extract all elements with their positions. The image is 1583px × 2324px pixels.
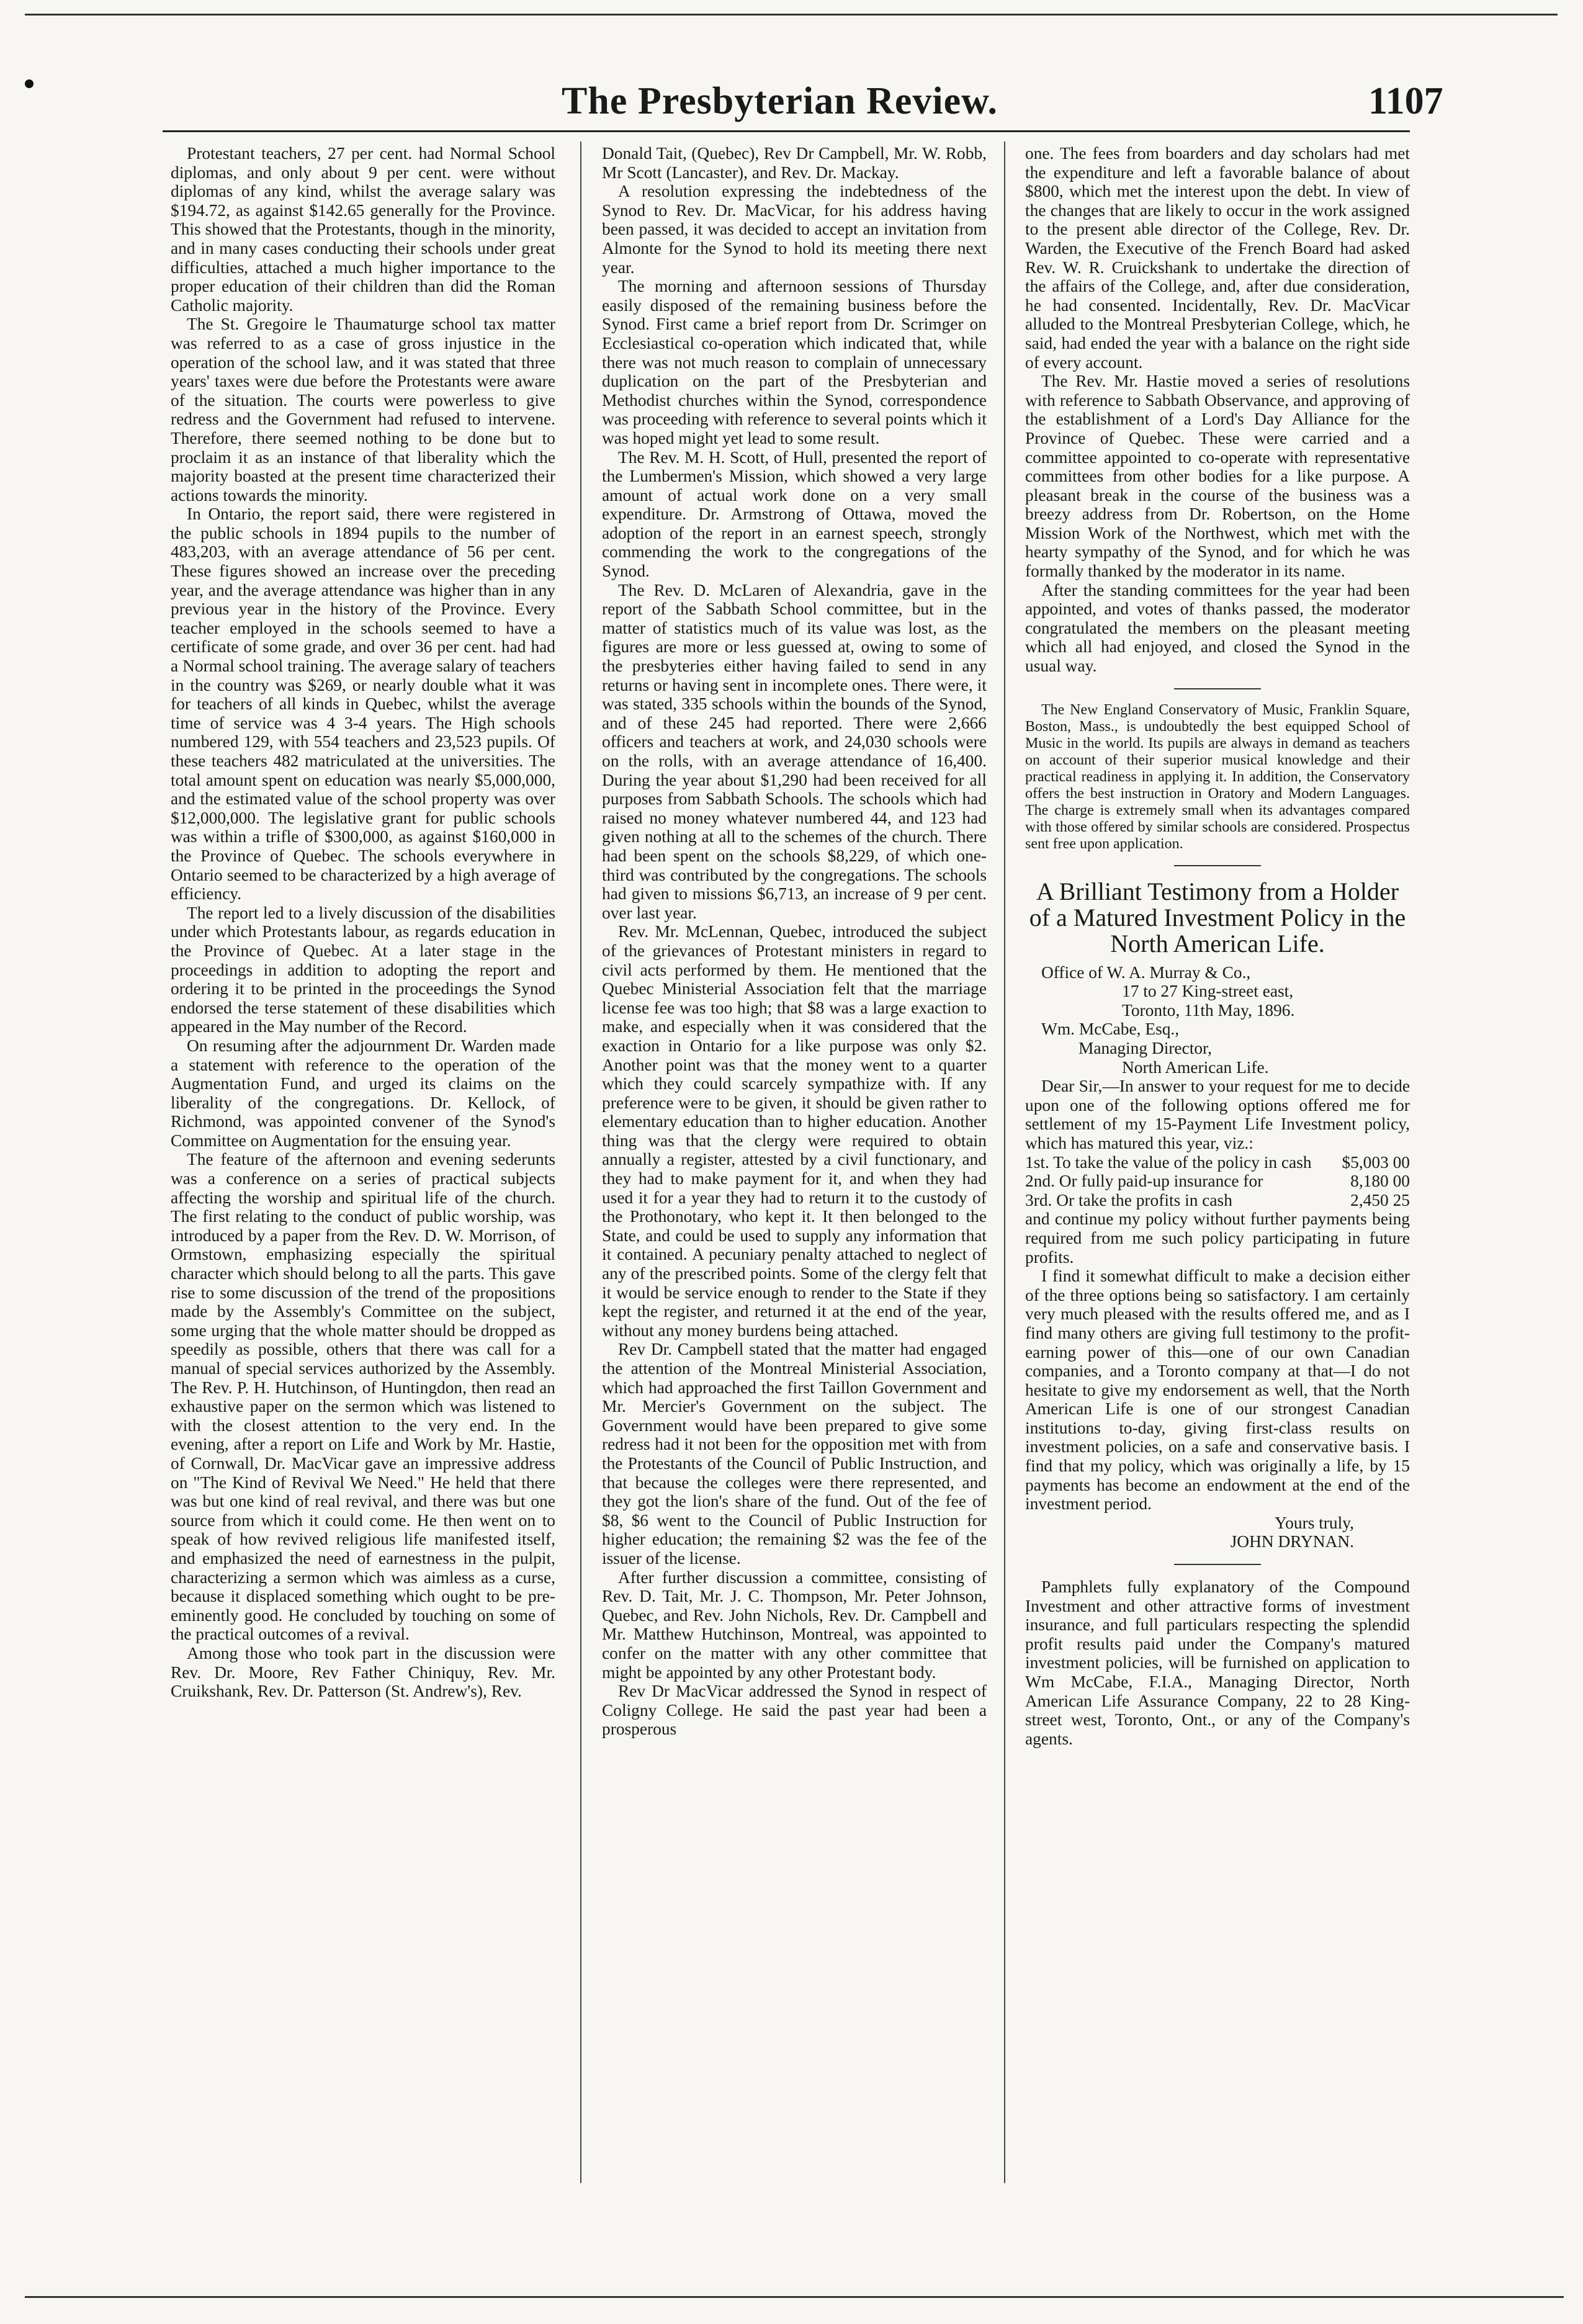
paragraph: one. The fees from boarders and day scholars had met the expenditure and left a favorable balance of about $800, which met the interest upon the debt. In view of the changes that are likely to occur in the work assigned to the present able director of the College, Rev. Dr. Warden, the Executive of the French Board had asked Rev. W. R. Cruickshank to undertake the direction of the affairs of the College, and, after due consideration, he had consented. Incidentally, Rev. Dr. MacVicar alluded to the Montreal Presbyterian College, which, he said, had ended the year with a balance on the right side of every account. [1025, 144, 1410, 372]
column-2 [602, 144, 987, 2192]
letter-paragraph: Dear Sir,—In answer to your request for me to decide upon one of the following options offered me for settlement of my 15-Payment Life Investment policy, which has matured this year, viz.: [1025, 1077, 1410, 1152]
column-3 [1025, 144, 1410, 2192]
paragraph: Rev. Mr. McLennan, Quebec, introduced the subject of the grievances of Protestant ministers in regard to civil acts performed by them. He mentioned that the Quebec Ministerial Association felt that the marriage license fee was too high; that $8 was a large exaction to make, and especially when it was considered that the exaction in Ontario for a like purpose was only $2. Another point was that the money went to a quarter which they could scarcely sympathize with. If any preference were to be given, it should be given rather to elementary education than to higher education. Another thing was that the clergy were required to obtain annually a register, attested by a civil functionary, and they had to make payment for it, and when they had used it for a year they had to return it to the custody of the Prothonotary, who kept it. It then belonged to the State, and could be used to supply any information that it contained. A pecuniary penalty attached to neglect of any of the prescribed points. Some of the clergy felt that it would be service enough to render to the State if they kept the register, and returned it at the end of the year, without any money burdens being attached. [602, 922, 987, 1340]
paragraph: A resolution expressing the indebtedness of the Synod to Rev. Dr. MacVicar, for his address having been passed, it was decided to accept an invitation from Almonte for the Synod to hold its meeting there next year. [602, 182, 987, 277]
paragraph: Among those who took part in the discussion were Rev. Dr. Moore, Rev Father Chiniquy, Rev. Mr. Cruikshank, Rev. Dr. Patterson (St. Andrew's), Rev. [171, 1643, 555, 1701]
testimony-headline: A Brilliant Testimony from a Holder of a Matured Investment Policy in the North American Life. [1029, 877, 1406, 958]
office-line: Toronto, 11th May, 1896. [1122, 1000, 1295, 1020]
column-divider [1004, 141, 1005, 2183]
paragraph: Rev Dr MacVicar addressed the Synod in respect of Coligny College. He said the past year had been a prosperous [602, 1682, 987, 1739]
paragraph: The morning and afternoon sessions of Thursday easily disposed of the remaining business before the Synod. First came a brief report from Dr. Scrimger on Ecclesiastical co-operation which indicated that, while there was not much reason to complain of unnecessary duplication on the part of the Presbyterian and Methodist churches within the Synod, correspondence was proceeding with reference to several points which it was hoped might yet lead to some result. [602, 277, 987, 447]
masthead-rule [163, 130, 1410, 132]
pamphlet-paragraph: Pamphlets fully explanatory of the Compound Investment and other attractive forms of investment insurance, and full particulars respecting the splendid profit results paid under the Company's matured investment policies, will be furnished on application to Wm McCabe, F.I.A., Managing Director, North American Life Assurance Company, 22 to 28 King-street west, Toronto, Ont., or any of the Company's agents. [1025, 1577, 1410, 1748]
paragraph: In Ontario, the report said, there were registered in the public schools in 1894 pupils to the number of 483,203, with an average attendance of 56 per cent. These figures showed an increase over the preceding year, and the average attendance was higher than in any previous year in the history of the Province. Every teacher employed in the schools seemed to have a certificate of some grade, and over 36 per cent. had had a Normal school training. The average salary of teachers in the country was $269, or nearly double what it was for teachers of all kinds in Quebec, whilst the average time of service was 4 3-4 years. The High schools numbered 129, with 554 teachers and 23,523 pupils. Of these teachers 482 matriculated at the universities. The total amount spent on education was nearly $5,000,000, and the estimated value of the school property was over $12,000,000. The legislative grant for public schools was within a trifle of $300,000, as against $160,000 in the Province of Quebec. The schools everywhere in Ontario seemed to be characterized by a high average of efficiency. [171, 505, 555, 904]
section-divider [1174, 1564, 1261, 1565]
paragraph: Rev Dr. Campbell stated that the matter had engaged the attention of the Montreal Ministerial Association, which had approached the first Taillon Government and Mr. Mercier's Government on the subject. The Government would have been prepared to give some redress had it not been for the opposition met with from the Protestants of the Council of Public Instruction, and that because the colleges were there represented, and they got the lion's share of the fund. Out of the fee of $8, $6 went to the Council of Public Instruction for higher education; the remaining $2 was the fee of the issuer of the license. [602, 1340, 987, 1568]
option-label: 1st. To take the value of the policy in cash [1025, 1152, 1312, 1172]
addressee-line: Wm. McCabe, Esq., [1041, 1020, 1180, 1039]
option-value: 2,450 25 [1350, 1190, 1410, 1209]
option-row [1025, 1153, 1410, 1172]
paragraph: After further discussion a committee, consisting of Rev. D. Tait, Mr. J. C. Thompson, Mr. Peter Johnson, Quebec, and Rev. John Nichols, Rev. Dr. Campbell and Mr. Matthew Hutchinson, Montreal, was appointed to confer on the matter with any other committee that might be appointed by any other Protestant body. [602, 1568, 987, 1682]
section-divider [1174, 865, 1261, 866]
option-value: $5,003 00 [1342, 1152, 1410, 1172]
column-divider [580, 141, 581, 2183]
addressee-line: Managing Director, [1079, 1039, 1212, 1057]
paragraph: Protestant teachers, 27 per cent. had Normal School diplomas, and only about 9 per cent. were without diplomas of any kind, whilst the average salary was $194.72, as against $142.65 generally for the Province. This showed that the Protestants, though in the minority, and in many cases conducting their schools under great difficulties, attached a much higher importance to the proper education of their children than did the Roman Catholic majority. [171, 144, 555, 315]
column-1 [171, 144, 555, 2192]
paragraph: The Rev. M. H. Scott, of Hull, presented the report of the Lumbermen's Mission, which showed a very large amount of actual work done on a very small expenditure. Dr. Armstrong of Ottawa, moved the adoption of the report in an earnest speech, strongly commending the work to the congregations of the Synod. [602, 447, 987, 581]
letter-signature: JOHN DRYNAN. [1230, 1532, 1354, 1551]
paragraph: Donald Tait, (Quebec), Rev Dr Campbell, Mr. W. Robb, Mr Scott (Lancaster), and Rev. Dr. Mackay. [602, 144, 987, 182]
letter-paragraph: I find it somewhat difficult to make a decision either of the three options being so satisfactory. I am certainly very much pleased with the results offered me, and as I find many others are giving full testimony to the profit-earning power of this—one of our own Canadian companies, and a Toronto company at that—I do not hesitate to give my endorsement as well, that the North American Life is one of our strongest Canadian institutions to-day, giving first-class results on investment policies, on a safe and conservative basis. I find that my policy, which was originally a life, by 15 payments has become an endowment at the end of the investment period. [1025, 1267, 1410, 1514]
conservatory-text: The New England Conservatory of Music, Franklin Square, Boston, Mass., is undoubtedly the best equipped School of Music in the world. Its pupils are always in demand as teachers on account of their superior musical knowledge and their practical readiness in applying it. In addition, the Conservatory offers the best instruction in Oratory and Modern Languages. The charge is extremely small when its advantages compared with those offered by similar schools are considered. Prospectus sent free upon application. [1025, 701, 1410, 852]
office-line: 17 to 27 King-street east, [1122, 982, 1294, 1001]
page-number: 1107 [1368, 80, 1443, 122]
publication-title: The Presbyterian Review. [562, 80, 998, 122]
paragraph: On resuming after the adjournment Dr. Warden made a statement with reference to the operation of the Augmentation Fund, and urged its claims on the liberality of the congregations. Dr. Kellock, of Richmond, was appointed convener of the Synod's Committee on Augmentation for the ensuing year. [171, 1036, 555, 1150]
paragraph: The St. Gregoire le Thaumaturge school tax matter was referred to as a case of gross injustice in the operation of the school law, and it was stated that three years' taxes were due before the Protestants were aware of the situation. The courts were powerless to give redress and the Government had refused to intervene. Therefore, there seemed nothing to be done but to proclaim it as an instance of that liberality which the majority boasted at the present time characterized their actions towards the minority. [171, 315, 555, 505]
option-row [1025, 1172, 1410, 1191]
option-row [1025, 1191, 1410, 1210]
letter-closing: Yours truly, [1275, 1513, 1354, 1532]
section-divider [1174, 688, 1261, 689]
paragraph: The report led to a lively discussion of the disabilities under which Protestants labour, as regards education in the Province of Quebec. At a later stage in the proceedings in addition to adopting the report and ordering it to be printed in the proceedings the Synod endorsed the terse statement of these disabilities which appeared in the May number of the Record. [171, 903, 555, 1036]
option-value: 8,180 00 [1350, 1172, 1410, 1191]
office-line: Office of W. A. Murray & Co., [1041, 962, 1251, 982]
letter-paragraph: and continue my policy without further payments being required from me such policy participating in future profits. [1025, 1209, 1410, 1267]
paragraph: After the standing committees for the year had been appointed, and votes of thanks passed, the moderator congratulated the members on the pleasant meeting which all had enjoyed, and closed the Synod in the usual way. [1025, 580, 1410, 676]
addressee-line: North American Life. [1122, 1057, 1269, 1077]
paragraph: The Rev. Mr. Hastie moved a series of resolutions with reference to Sabbath Observance, and approving of the establishment of a Lord's Day Alliance for the Province of Quebec. These were carried and a committee appointed to co-operate with representative committees from other bodies for a like purpose. A pleasant break in the course of the business was a breezy address from Dr. Robertson, on the Home Mission Work of the Northwest, which met with the hearty sympathy of the Synod, and for which he was formally thanked by the moderator in its name. [1025, 372, 1410, 581]
paragraph: The Rev. D. McLaren of Alexandria, gave in the report of the Sabbath School committee, but in the matter of statistics much of its value was lost, as the figures are more or less guessed at, owing to some of the presbyteries either having failed to send in any returns or having sent in incomplete ones. There were, it was stated, 335 schools within the bounds of the Synod, and of these 245 had reported. There were 2,666 officers and teachers at work, and 24,030 schools were on the rolls, with an average attendance of 16,400. During the year about $1,290 had been received for all purposes from Sabbath Schools. The schools which had raised no money whatever numbered 44, and 123 had given nothing at all to the schemes of the church. There had been spent on the schools $8,229, of which one-third was contributed by the congregations. The schools had given to missions $6,713, an increase of 9 per cent. over last year. [602, 580, 987, 922]
paragraph: The feature of the afternoon and evening sederunts was a conference on a series of practical subjects affecting the worship and spiritual life of the church. The first relating to the conduct of public worship, was introduced by a paper from the Rev. D. W. Morrison, of Ormstown, emphasizing especially the spiritual character which should belong to all the parts. This gave rise to some discussion of the trend of the propositions made by the Assembly's Committee on the subject, some urging that the whole matter should be dropped as speedily as possible, others that there was call for a manual of special services authorized by the Assembly. The Rev. P. H. Hutchinson, of Huntingdon, then read an exhaustive paper on the sermon which was listened to with the closest attention to the very end. In the evening, after a report on Life and Work by Mr. Hastie, of Cornwall, Dr. MacVicar gave an impressive address on "The Kind of Revival We Need." He held that there was but one kind of real revival, and there was but one source from which it could come. He then went on to speak of how revived religious life manifested itself, and emphasized the need of earnestness in the pulpit, characterizing a sermon which was aimless as a curse, because it displaced something which ought to be pre-eminently good. He concluded by touching on some of the practical outcomes of a revival. [171, 1150, 555, 1644]
bottom-border [25, 2296, 1564, 2298]
option-label: 2nd. Or fully paid-up insurance for [1025, 1172, 1263, 1191]
masthead [0, 79, 1583, 129]
option-label: 3rd. Or take the profits in cash [1025, 1190, 1232, 1209]
top-border [25, 14, 1558, 16]
conservatory-notice [1025, 702, 1410, 853]
